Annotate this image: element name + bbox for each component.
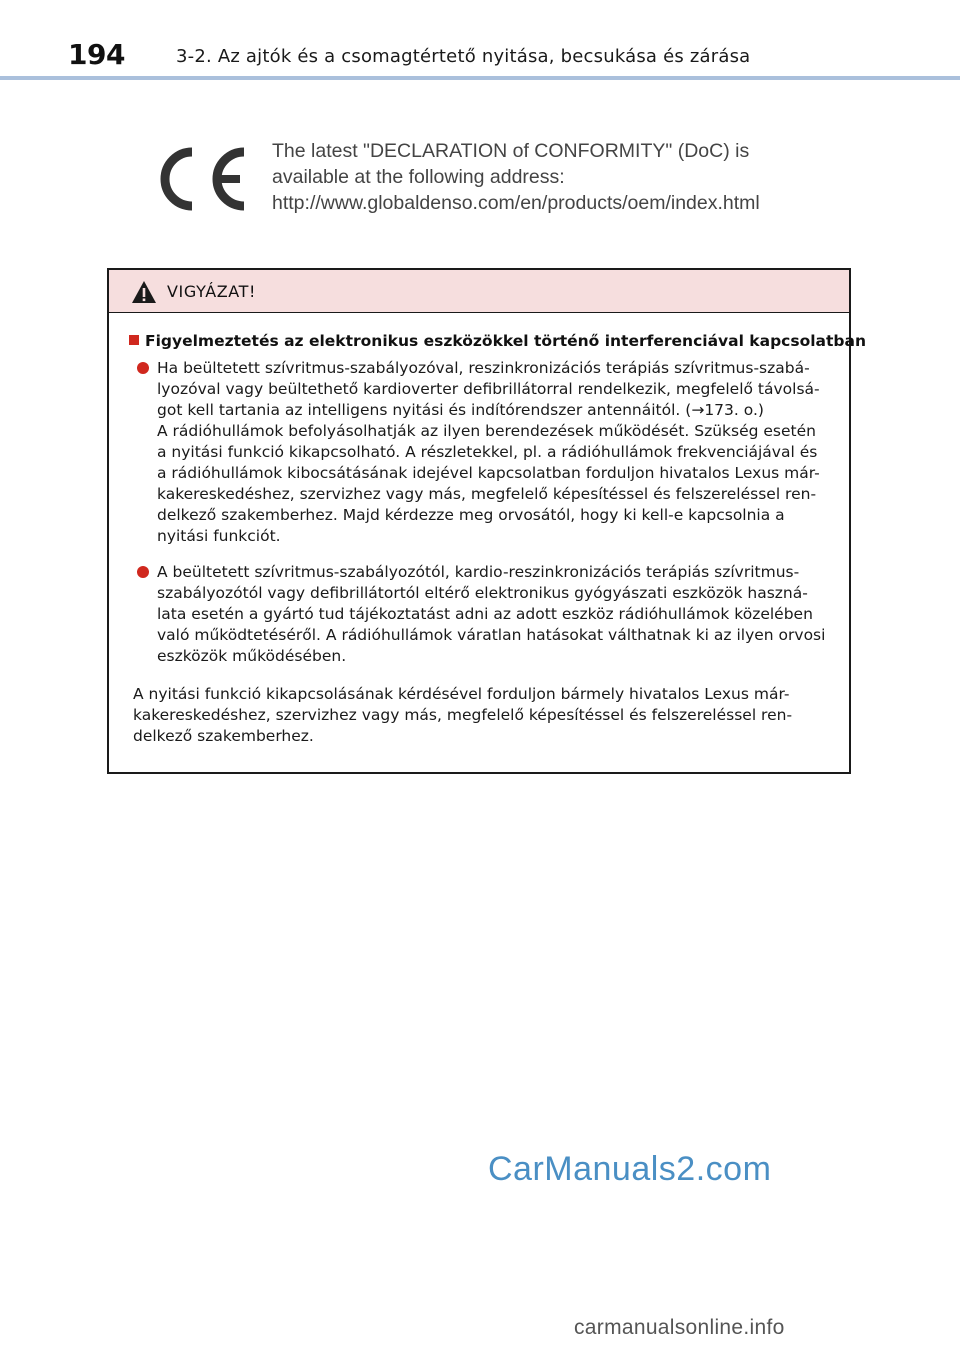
- bullet-text: [157, 358, 820, 547]
- ce-conformity-notice: [152, 138, 832, 220]
- ce-notice-line: available at the following address:: [272, 166, 565, 188]
- caution-header: [109, 270, 849, 313]
- section-title: 3-2. Az ajtók és a csomagtértető nyitása, becsukása és zárása: [176, 46, 751, 67]
- header-divider: [0, 76, 960, 80]
- bullet-line: Ha beültetett szívritmus-szabályozóval, reszinkronizációs terápiás szívritmus-szabá-: [157, 359, 810, 377]
- warning-triangle-icon: [131, 280, 157, 304]
- bullet-line: a rádióhullámok kibocsátásának idejével kapcsolatban forduljon hivatalos Lexus már-: [157, 464, 820, 482]
- page-number: 194: [68, 38, 125, 71]
- caution-box: [107, 268, 866, 774]
- watermark-carmanualsonline: carmanualsonline.info: [574, 1316, 785, 1339]
- bullet-text: [157, 562, 825, 667]
- caution-heading-text: Figyelmeztetés az elektronikus eszközökkel történő interferenciával kapcsolatban: [145, 332, 866, 350]
- bullet-line: lyozóval vagy beültethető kardioverter defibrillátorral rendelkezik, megfelelő távolsá-: [157, 380, 820, 398]
- bullet-dot-icon: [137, 566, 149, 578]
- bullet-line: A rádióhullámok befolyásolhatják az ilyen berendezések működését. Szükség esetén: [157, 422, 816, 440]
- bullet-line: való működtetéséről. A rádióhullámok váratlan hatásokat válthatnak ki az ilyen orvosi: [157, 626, 826, 644]
- caution-title: VIGYÁZAT!: [167, 282, 256, 301]
- caution-heading: [129, 332, 866, 350]
- bullet-line: szabályozótól vagy defibrillátortól eltérő elektronikus gyógyászati eszközök haszná-: [157, 584, 808, 602]
- closing-line: A nyitási funkció kikapcsolásának kérdésével forduljon bármely hivatalos Lexus már-: [133, 685, 790, 703]
- ce-notice-url: http://www.globaldenso.com/en/products/oem/index.html: [272, 192, 760, 214]
- closing-line: delkező szakemberhez.: [133, 727, 314, 745]
- bullet-line: nyitási funkciót.: [157, 527, 281, 545]
- ce-notice-line: The latest "DECLARATION of CONFORMITY" (DoC) is: [272, 140, 750, 162]
- bullet-dot-icon: [137, 362, 149, 374]
- caution-closing-paragraph: [133, 684, 792, 747]
- page-header: [0, 0, 960, 80]
- square-bullet-icon: [129, 335, 139, 345]
- watermark-carmanuals2: CarManuals2.com: [488, 1150, 772, 1188]
- bullet-line: delkező szakemberhez. Majd kérdezze meg orvosától, hogy ki kell-e kapcsolnia a: [157, 506, 785, 524]
- ce-notice-text: [272, 138, 760, 216]
- closing-line: kakereskedéshez, szervizhez vagy más, megfelelő képesítéssel és felszereléssel ren-: [133, 706, 793, 724]
- bullet-line: lata esetén a gyártó tud tájékoztatást adni az adott eszköz rádióhullámok közelében: [157, 605, 813, 623]
- bullet-line: eszközök működésében.: [157, 647, 347, 665]
- bullet-line: kakereskedéshez, szervizhez vagy más, megfelelő képesítéssel és felszereléssel ren-: [157, 485, 817, 503]
- bullet-line: A beültetett szívritmus-szabályozótól, kardio-reszinkronizációs terápiás szívritmus-: [157, 563, 800, 581]
- bullet-line: got kell tartania az intelligens nyitási és indítórendszer antennáitól. (→173. o.): [157, 401, 764, 419]
- bullet-line: a nyitási funkció kikapcsolható. A részletekkel, pl. a rádióhullámok frekvenciájával és: [157, 443, 818, 461]
- ce-mark-logo: [152, 144, 252, 214]
